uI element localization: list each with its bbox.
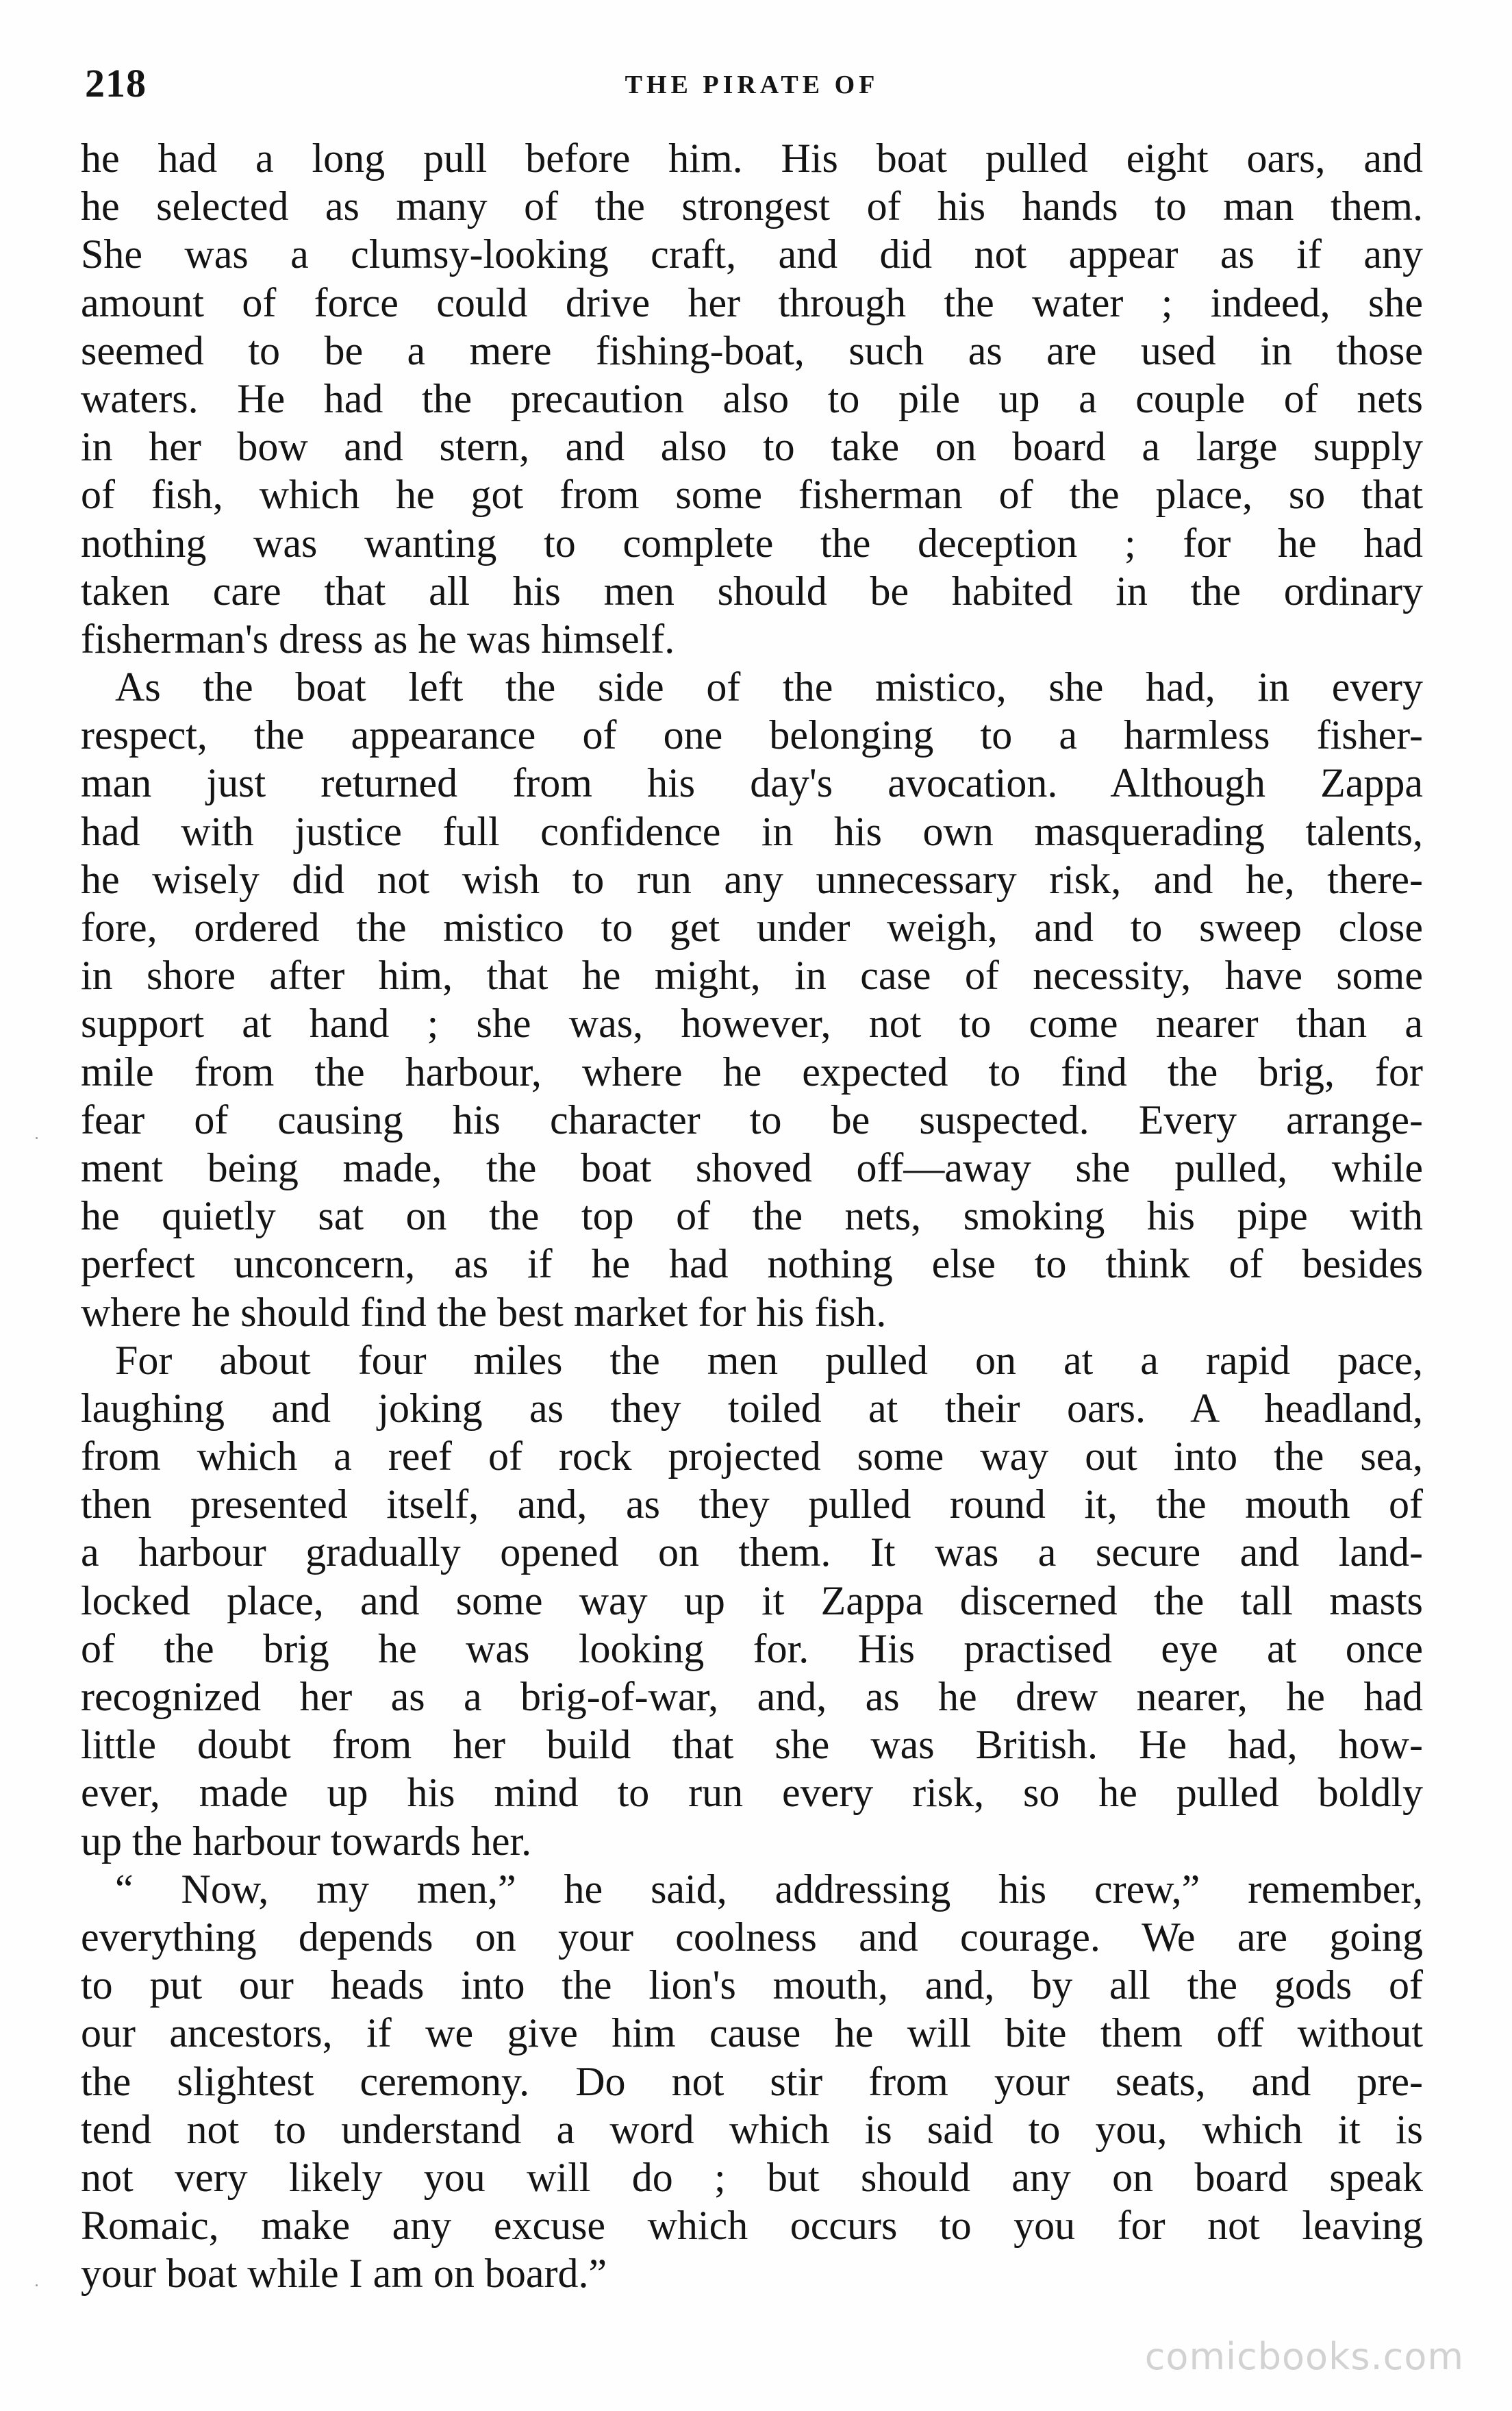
text-line: man just returned from his day's avocation. Although Zappa	[81, 760, 1423, 806]
text-line: nothing was wanting to complete the deception ; for he had	[81, 520, 1423, 566]
text-line: a harbour gradually opened on them. It was a secure and land-	[81, 1529, 1423, 1575]
text-line: taken care that all his men should be habited in the ordinary	[81, 568, 1423, 614]
paragraph	[81, 1865, 1423, 2298]
paragraph	[81, 663, 1423, 1336]
paragraph	[81, 134, 1423, 663]
text-line: he wisely did not wish to run any unnecessary risk, and he, there-	[81, 856, 1423, 902]
text-line: tend not to understand a word which is said to you, which it is	[81, 2106, 1423, 2152]
text-line: perfect unconcern, as if he had nothing else to think of besides	[81, 1241, 1423, 1287]
text-line: seemed to be a mere fishing-boat, such as are used in those	[81, 327, 1423, 373]
text-line: laughing and joking as they toiled at their oars. A headland,	[81, 1385, 1423, 1431]
text-line: fore, ordered the mistico to get under weigh, and to sweep close	[81, 905, 1423, 950]
text-line: of the brig he was looking for. His practised eye at once	[81, 1625, 1423, 1671]
text-line: support at hand ; she was, however, not to come nearer than a	[81, 1001, 1423, 1047]
text-line: up the harbour towards her.	[81, 1818, 532, 1864]
text-line: in shore after him, that he might, in case of necessity, have some	[81, 953, 1423, 999]
text-line: then presented itself, and, as they pulled round it, the mouth of	[81, 1482, 1423, 1527]
text-line: As the boat left the side of the mistico, she had, in every	[115, 664, 1423, 710]
body-text	[81, 134, 1423, 2297]
text-line: locked place, and some way up it Zappa discerned the tall masts	[81, 1577, 1423, 1623]
text-line: mile from the harbour, where he expected to find the brig, for	[81, 1049, 1423, 1095]
text-line: ever, made up his mind to run every risk, so he pulled boldly	[81, 1770, 1423, 1816]
text-line: he quietly sat on the top of the nets, smoking his pipe with	[81, 1193, 1423, 1239]
text-line: fear of causing his character to be suspected. Every arrange-	[81, 1097, 1423, 1142]
page-number: 218	[85, 61, 147, 105]
running-head: THE PIRATE OF	[625, 71, 879, 99]
text-line: had with justice full confidence in his own masquerading talents,	[81, 808, 1423, 854]
text-line: he selected as many of the strongest of his hands to man them.	[81, 184, 1423, 229]
margin-speck	[36, 2284, 38, 2286]
text-line: fisherman's dress as he was himself.	[81, 616, 675, 662]
page-header	[81, 60, 1423, 115]
text-line: the slightest ceremony. Do not stir from your seats, and pre-	[81, 2058, 1423, 2104]
text-line: “ Now, my men,” he said, addressing his crew,” remember,	[115, 1866, 1423, 1912]
text-line: respect, the appearance of one belonging to a harmless fisher-	[81, 712, 1423, 758]
text-line: She was a clumsy-looking craft, and did not appear as if any	[81, 232, 1423, 277]
text-line: he had a long pull before him. His boat pulled eight oars, and	[81, 136, 1423, 181]
margin-speck	[36, 1137, 38, 1139]
text-line: amount of force could drive her through the water ; indeed, she	[81, 279, 1423, 325]
text-line: everything depends on your coolness and courage. We are going	[81, 1914, 1423, 1960]
text-line: For about four miles the men pulled on at a rapid pace,	[115, 1337, 1423, 1383]
text-line: in her bow and stern, and also to take on board a large supply	[81, 424, 1423, 470]
text-line: recognized her as a brig-of-war, and, as he drew nearer, he had	[81, 1674, 1423, 1719]
text-line: not very likely you will do ; but should any on board speak	[81, 2154, 1423, 2200]
text-line: little doubt from her build that she was British. He had, how-	[81, 1722, 1423, 1768]
watermark: comicbooks.com	[1144, 2335, 1464, 2378]
text-line: of fish, which he got from some fisherman of the place, so that	[81, 472, 1423, 518]
text-line: waters. He had the precaution also to pile up a couple of nets	[81, 375, 1423, 421]
text-line: where he should find the best market for his fish.	[81, 1289, 887, 1335]
text-line: from which a reef of rock projected some way out into the sea,	[81, 1434, 1423, 1479]
text-line: your boat while I am on board.”	[81, 2251, 607, 2297]
text-line: ment being made, the boat shoved off—away she pulled, while	[81, 1145, 1423, 1190]
text-line: to put our heads into the lion's mouth, and, by all the gods of	[81, 1962, 1423, 2008]
paragraph	[81, 1336, 1423, 1865]
text-line: our ancestors, if we give him cause he will bite them off without	[81, 2010, 1423, 2056]
text-line: Romaic, make any excuse which occurs to you for not leaving	[81, 2203, 1423, 2249]
